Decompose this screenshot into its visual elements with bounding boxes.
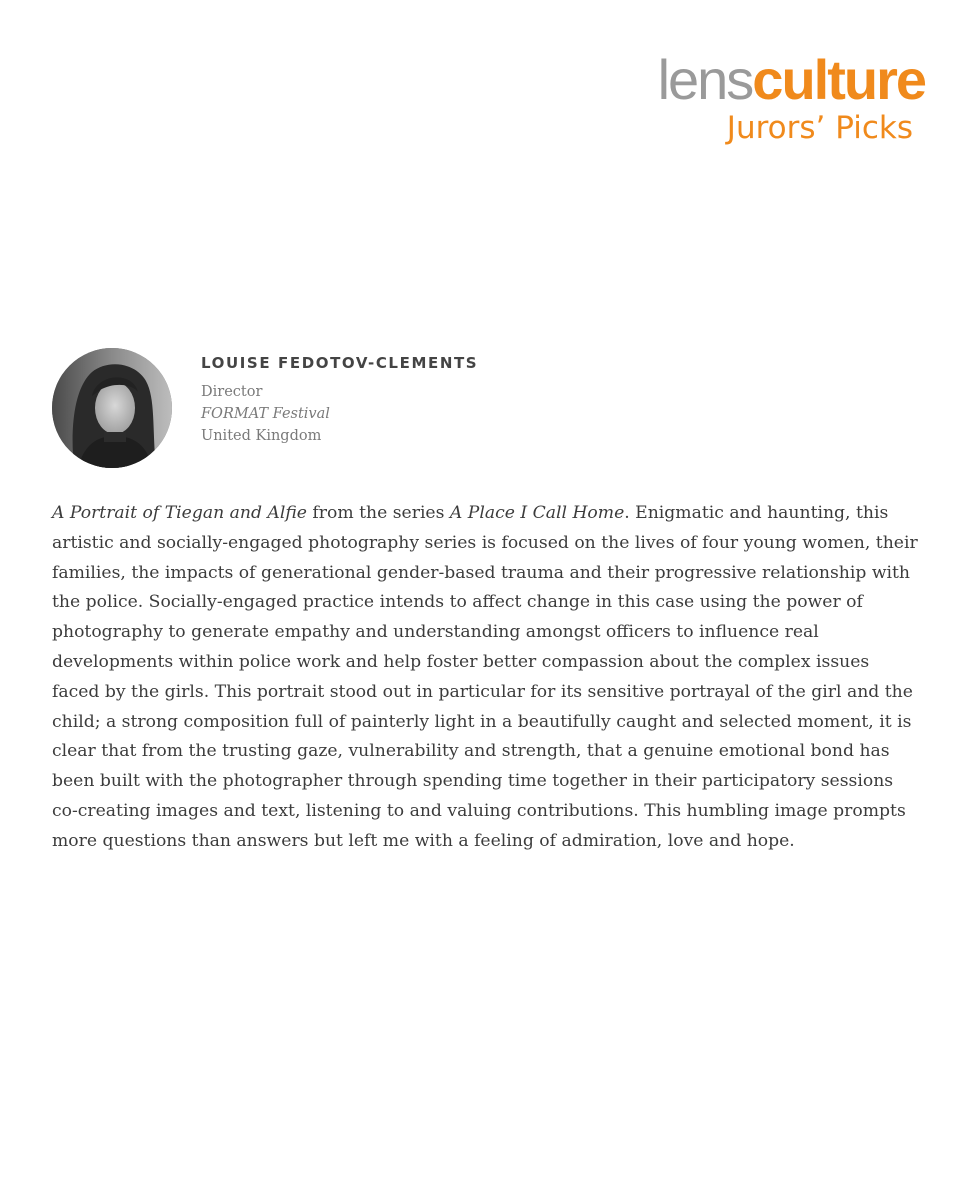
juror-statement: [52, 499, 920, 857]
logo-wordmark: [615, 50, 925, 110]
juror-country: United Kingdom: [201, 428, 322, 444]
juror-name: LOUISE FEDOTOV-CLEMENTS: [201, 354, 479, 372]
logo-culture-text: culture: [752, 48, 925, 111]
juror-info: [201, 354, 478, 447]
work-title: A Portrait of Tiegan and Alfie: [52, 503, 307, 523]
lensculture-logo: [615, 50, 925, 146]
juror-avatar: [52, 348, 172, 468]
juror-card: [52, 348, 478, 468]
logo-lens-text: lens: [657, 48, 753, 111]
portrait-photo-icon: [52, 348, 172, 468]
logo-subtitle: Jurors’ Picks: [726, 110, 913, 146]
statement-connector: from the series: [306, 503, 450, 523]
juror-role: Director: [201, 384, 263, 400]
juror-organization: FORMAT Festival: [201, 406, 330, 422]
statement-body: . Enigmatic and haunting, this artistic and socially-engaged photography series is focused on the lives of four young women, their families, the impacts of generational gender-based trauma and their progressive relationship with the police. Socially-engaged practice intends to affect change in this case using the power of photography to generate empathy and understanding amongst officers to influence real developments within police work and help foster better compassion about the complex issues faced by the girls. This portrait stood out in particular for its sensitive portrayal of the girl and the child; a strong composition full of painterly light in a beautifully caught and selected moment, it is clear that from the trusting gaze, vulnerability and strength, that a genuine emotional bond has been built with the photographer through spending time together in their participatory sessions co-creating images and text, listening to and valuing contributions. This humbling image prompts more questions than answers but left me with a feeling of admiration, love and hope.: [52, 503, 918, 851]
series-title: A Place I Call Home: [449, 503, 625, 523]
